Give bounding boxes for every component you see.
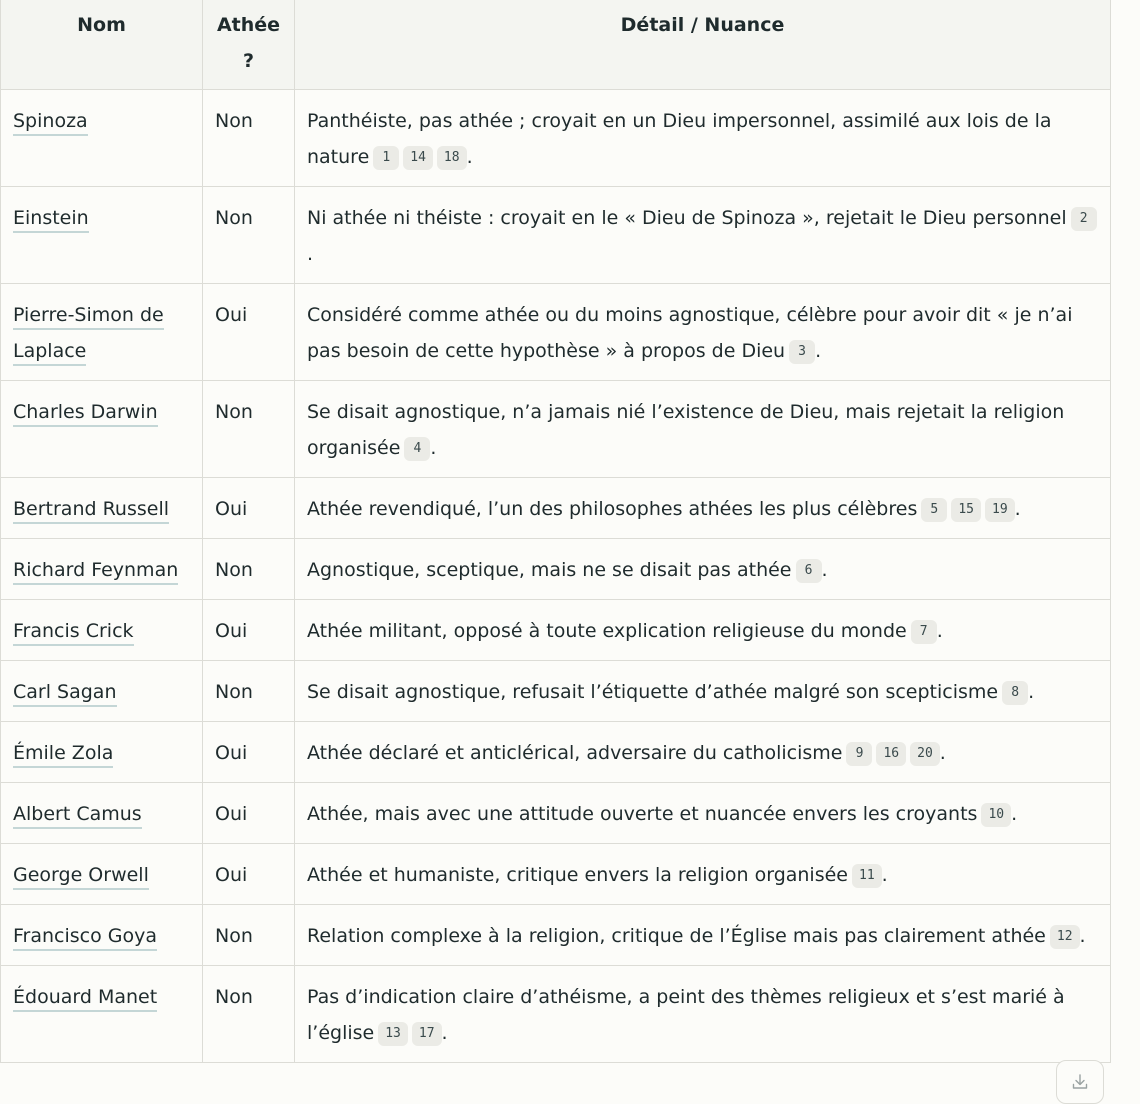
sentence-period: . (939, 742, 946, 764)
name-cell (1, 187, 203, 284)
name-cell (1, 661, 203, 722)
detail-text: Ni athée ni théiste : croyait en le « Dieu de Spinoza », rejetait le Dieu personnel (307, 207, 1067, 229)
table-row (1, 966, 1111, 1063)
detail-cell (295, 478, 1111, 539)
table-row (1, 90, 1111, 187)
sentence-period: . (815, 340, 822, 362)
athee-cell: Non (203, 661, 295, 722)
header-detail: Détail / Nuance (295, 0, 1111, 90)
header-athee-question: ? (242, 50, 255, 72)
name-cell (1, 478, 203, 539)
citation-badge[interactable]: 4 (404, 437, 430, 461)
citation-badge[interactable]: 3 (789, 340, 815, 364)
citation-badge[interactable]: 8 (1002, 681, 1028, 705)
citation-badge[interactable]: 15 (951, 498, 981, 522)
sentence-period: . (936, 620, 943, 642)
citation-badge[interactable]: 11 (852, 864, 882, 888)
sentence-period: . (307, 243, 314, 265)
detail-cell (295, 381, 1111, 478)
athee-cell: Oui (203, 844, 295, 905)
athee-cell: Non (203, 187, 295, 284)
table-header-row (1, 0, 1111, 90)
detail-cell (295, 661, 1111, 722)
detail-cell (295, 187, 1111, 284)
person-link[interactable]: Émile Zola (13, 742, 113, 768)
detail-text: Athée, mais avec une attitude ouverte et nuancée envers les croyants (307, 803, 978, 825)
athee-cell: Oui (203, 722, 295, 783)
athee-cell: Oui (203, 600, 295, 661)
citation-badge[interactable]: 16 (876, 742, 906, 766)
name-cell (1, 600, 203, 661)
detail-cell (295, 600, 1111, 661)
person-link[interactable]: Charles Darwin (13, 401, 158, 427)
detail-text: Considéré comme athée ou du moins agnostique, célèbre pour avoir dit « je n’ai pas besoin de cette hypothèse » à propos de Dieu (307, 304, 1073, 362)
citation-badge[interactable]: 13 (378, 1022, 408, 1046)
person-link[interactable]: Carl Sagan (13, 681, 117, 707)
sentence-period: . (441, 1022, 448, 1044)
sentence-period: . (1014, 498, 1021, 520)
header-athee-word: Athée (216, 14, 281, 36)
citation-badge[interactable]: 20 (910, 742, 940, 766)
detail-text: Panthéiste, pas athée ; croyait en un Dieu impersonnel, assimilé aux lois de la nature (307, 110, 1052, 168)
citation-badge[interactable]: 12 (1050, 925, 1080, 949)
athee-cell: Oui (203, 284, 295, 381)
table-row (1, 722, 1111, 783)
athee-cell: Non (203, 905, 295, 966)
table-row (1, 187, 1111, 284)
citation-badge[interactable]: 9 (846, 742, 872, 766)
detail-text: Relation complexe à la religion, critique de l’Église mais pas clairement athée (307, 925, 1046, 947)
detail-text: Se disait agnostique, n’a jamais nié l’existence de Dieu, mais rejetait la religion organisée (307, 401, 1065, 459)
table-row (1, 844, 1111, 905)
person-link[interactable]: Francis Crick (13, 620, 134, 646)
detail-cell (295, 722, 1111, 783)
detail-text: Agnostique, sceptique, mais ne se disait pas athée (307, 559, 792, 581)
detail-text: Athée et humaniste, critique envers la religion organisée (307, 864, 848, 886)
table-row (1, 661, 1111, 722)
table-row (1, 284, 1111, 381)
name-cell (1, 722, 203, 783)
detail-cell (295, 783, 1111, 844)
athee-cell: Non (203, 381, 295, 478)
athee-cell: Non (203, 966, 295, 1063)
person-link[interactable]: Richard Feynman (13, 559, 178, 585)
citation-badge[interactable]: 17 (412, 1022, 442, 1046)
person-link[interactable]: Francisco Goya (13, 925, 157, 951)
name-cell (1, 539, 203, 600)
detail-cell (295, 905, 1111, 966)
table-row (1, 381, 1111, 478)
detail-cell (295, 966, 1111, 1063)
citation-badge[interactable]: 18 (437, 146, 467, 170)
citation-badge[interactable]: 19 (985, 498, 1015, 522)
detail-cell (295, 284, 1111, 381)
athee-cell: Non (203, 539, 295, 600)
person-link[interactable]: Pierre-Simon de Laplace (13, 304, 164, 366)
sentence-period: . (466, 146, 473, 168)
person-link[interactable]: Spinoza (13, 110, 88, 136)
athee-cell: Oui (203, 478, 295, 539)
name-cell (1, 966, 203, 1063)
person-link[interactable]: Bertrand Russell (13, 498, 169, 524)
athee-cell: Oui (203, 783, 295, 844)
citation-badge[interactable]: 2 (1071, 207, 1097, 231)
detail-text: Athée revendiqué, l’un des philosophes athées les plus célèbres (307, 498, 918, 520)
sentence-period: . (821, 559, 828, 581)
person-link[interactable]: Albert Camus (13, 803, 142, 829)
detail-text: Athée déclaré et anticlérical, adversaire du catholicisme (307, 742, 843, 764)
citation-badge[interactable]: 7 (911, 620, 937, 644)
citation-badge[interactable]: 14 (403, 146, 433, 170)
download-button[interactable] (1056, 1060, 1104, 1104)
table-body (1, 90, 1111, 1063)
table-row (1, 539, 1111, 600)
name-cell (1, 381, 203, 478)
header-athee (203, 0, 295, 90)
download-icon (1070, 1072, 1090, 1092)
table-row (1, 905, 1111, 966)
sentence-period: . (1028, 681, 1035, 703)
sentence-period: . (1079, 925, 1086, 947)
detail-text: Athée militant, opposé à toute explication religieuse du monde (307, 620, 907, 642)
name-cell (1, 783, 203, 844)
name-cell (1, 844, 203, 905)
person-link[interactable]: Édouard Manet (13, 986, 157, 1012)
citation-badge[interactable]: 10 (981, 803, 1011, 827)
citation-badge[interactable]: 5 (921, 498, 947, 522)
person-link[interactable]: George Orwell (13, 864, 149, 890)
citation-badge[interactable]: 1 (373, 146, 399, 170)
detail-cell (295, 539, 1111, 600)
sentence-period: . (1011, 803, 1018, 825)
detail-cell (295, 90, 1111, 187)
header-nom: Nom (1, 0, 203, 90)
detail-cell (295, 844, 1111, 905)
sentence-period: . (881, 864, 888, 886)
name-cell (1, 905, 203, 966)
sentence-period: . (430, 437, 437, 459)
detail-text: Se disait agnostique, refusait l’étiquette d’athée malgré son scepticisme (307, 681, 999, 703)
athee-cell: Non (203, 90, 295, 187)
person-link[interactable]: Einstein (13, 207, 89, 233)
table-row (1, 600, 1111, 661)
name-cell (1, 284, 203, 381)
table-row (1, 783, 1111, 844)
citation-badge[interactable]: 6 (796, 559, 822, 583)
detail-text: Pas d’indication claire d’athéisme, a peint des thèmes religieux et s’est marié à l’église (307, 986, 1065, 1044)
name-cell (1, 90, 203, 187)
table-row (1, 478, 1111, 539)
